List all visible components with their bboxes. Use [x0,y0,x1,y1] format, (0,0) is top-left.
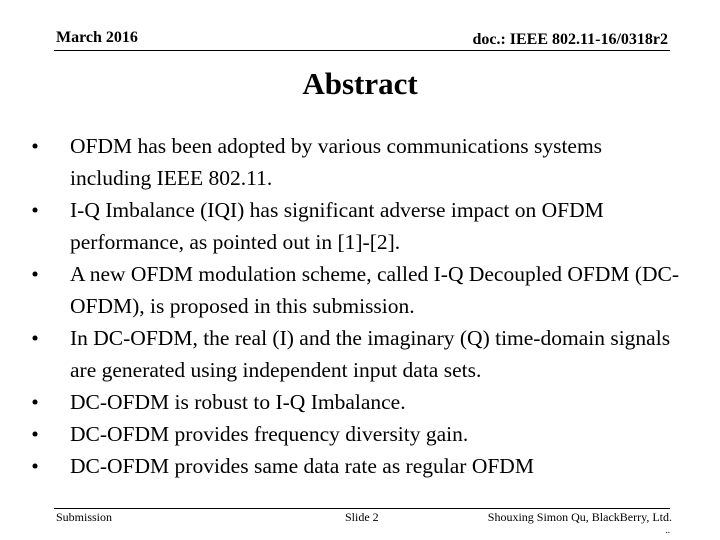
bullet-text: DC-OFDM provides frequency diversity gain. [70,422,469,446]
bullet-list [24,130,684,482]
bullet-text: A new OFDM modulation scheme, called I-Q Decoupled OFDM (DC-OFDM), is proposed in this submission. [70,262,680,318]
bullet-item [24,130,684,194]
bullet-item [24,258,684,322]
footer-divider [54,508,670,509]
bullet-item [24,386,684,418]
bullet-icon: • [31,262,39,286]
bullet-text: DC-OFDM provides same data rate as regular OFDM [70,454,534,478]
footer-slide-number: Slide 2 [345,510,379,524]
bullet-icon: • [31,454,39,478]
footer-trailing-mark: .. [665,525,670,535]
bullet-icon: • [31,198,39,222]
bullet-text: I-Q Imbalance (IQI) has significant adverse impact on OFDM performance, as pointed out in [1]-[2]. [70,198,604,254]
bullet-item [24,194,684,258]
bullet-text: In DC-OFDM, the real (I) and the imaginary (Q) time-domain signals are generated using independent input data sets. [70,326,671,382]
footer-submission: Submission [56,510,113,524]
header-doc-id: doc.: IEEE 802.11-16/0318r2 [472,31,668,48]
footer-author: Shouxing Simon Qu, BlackBerry, Ltd. [487,510,672,524]
bullet-item [24,418,684,450]
slide-title: Abstract [302,66,418,101]
bullet-item [24,450,684,482]
bullet-icon: • [31,134,39,158]
bullet-icon: • [31,326,39,350]
bullet-text: DC-OFDM is robust to I-Q Imbalance. [70,390,406,414]
bullet-text: OFDM has been adopted by various communications systems including IEEE 802.11. [70,134,603,190]
bullet-icon: • [31,390,39,414]
bullet-item [24,322,684,386]
header-divider [54,50,670,51]
bullet-icon: • [31,422,39,446]
header-date: March 2016 [56,29,138,46]
